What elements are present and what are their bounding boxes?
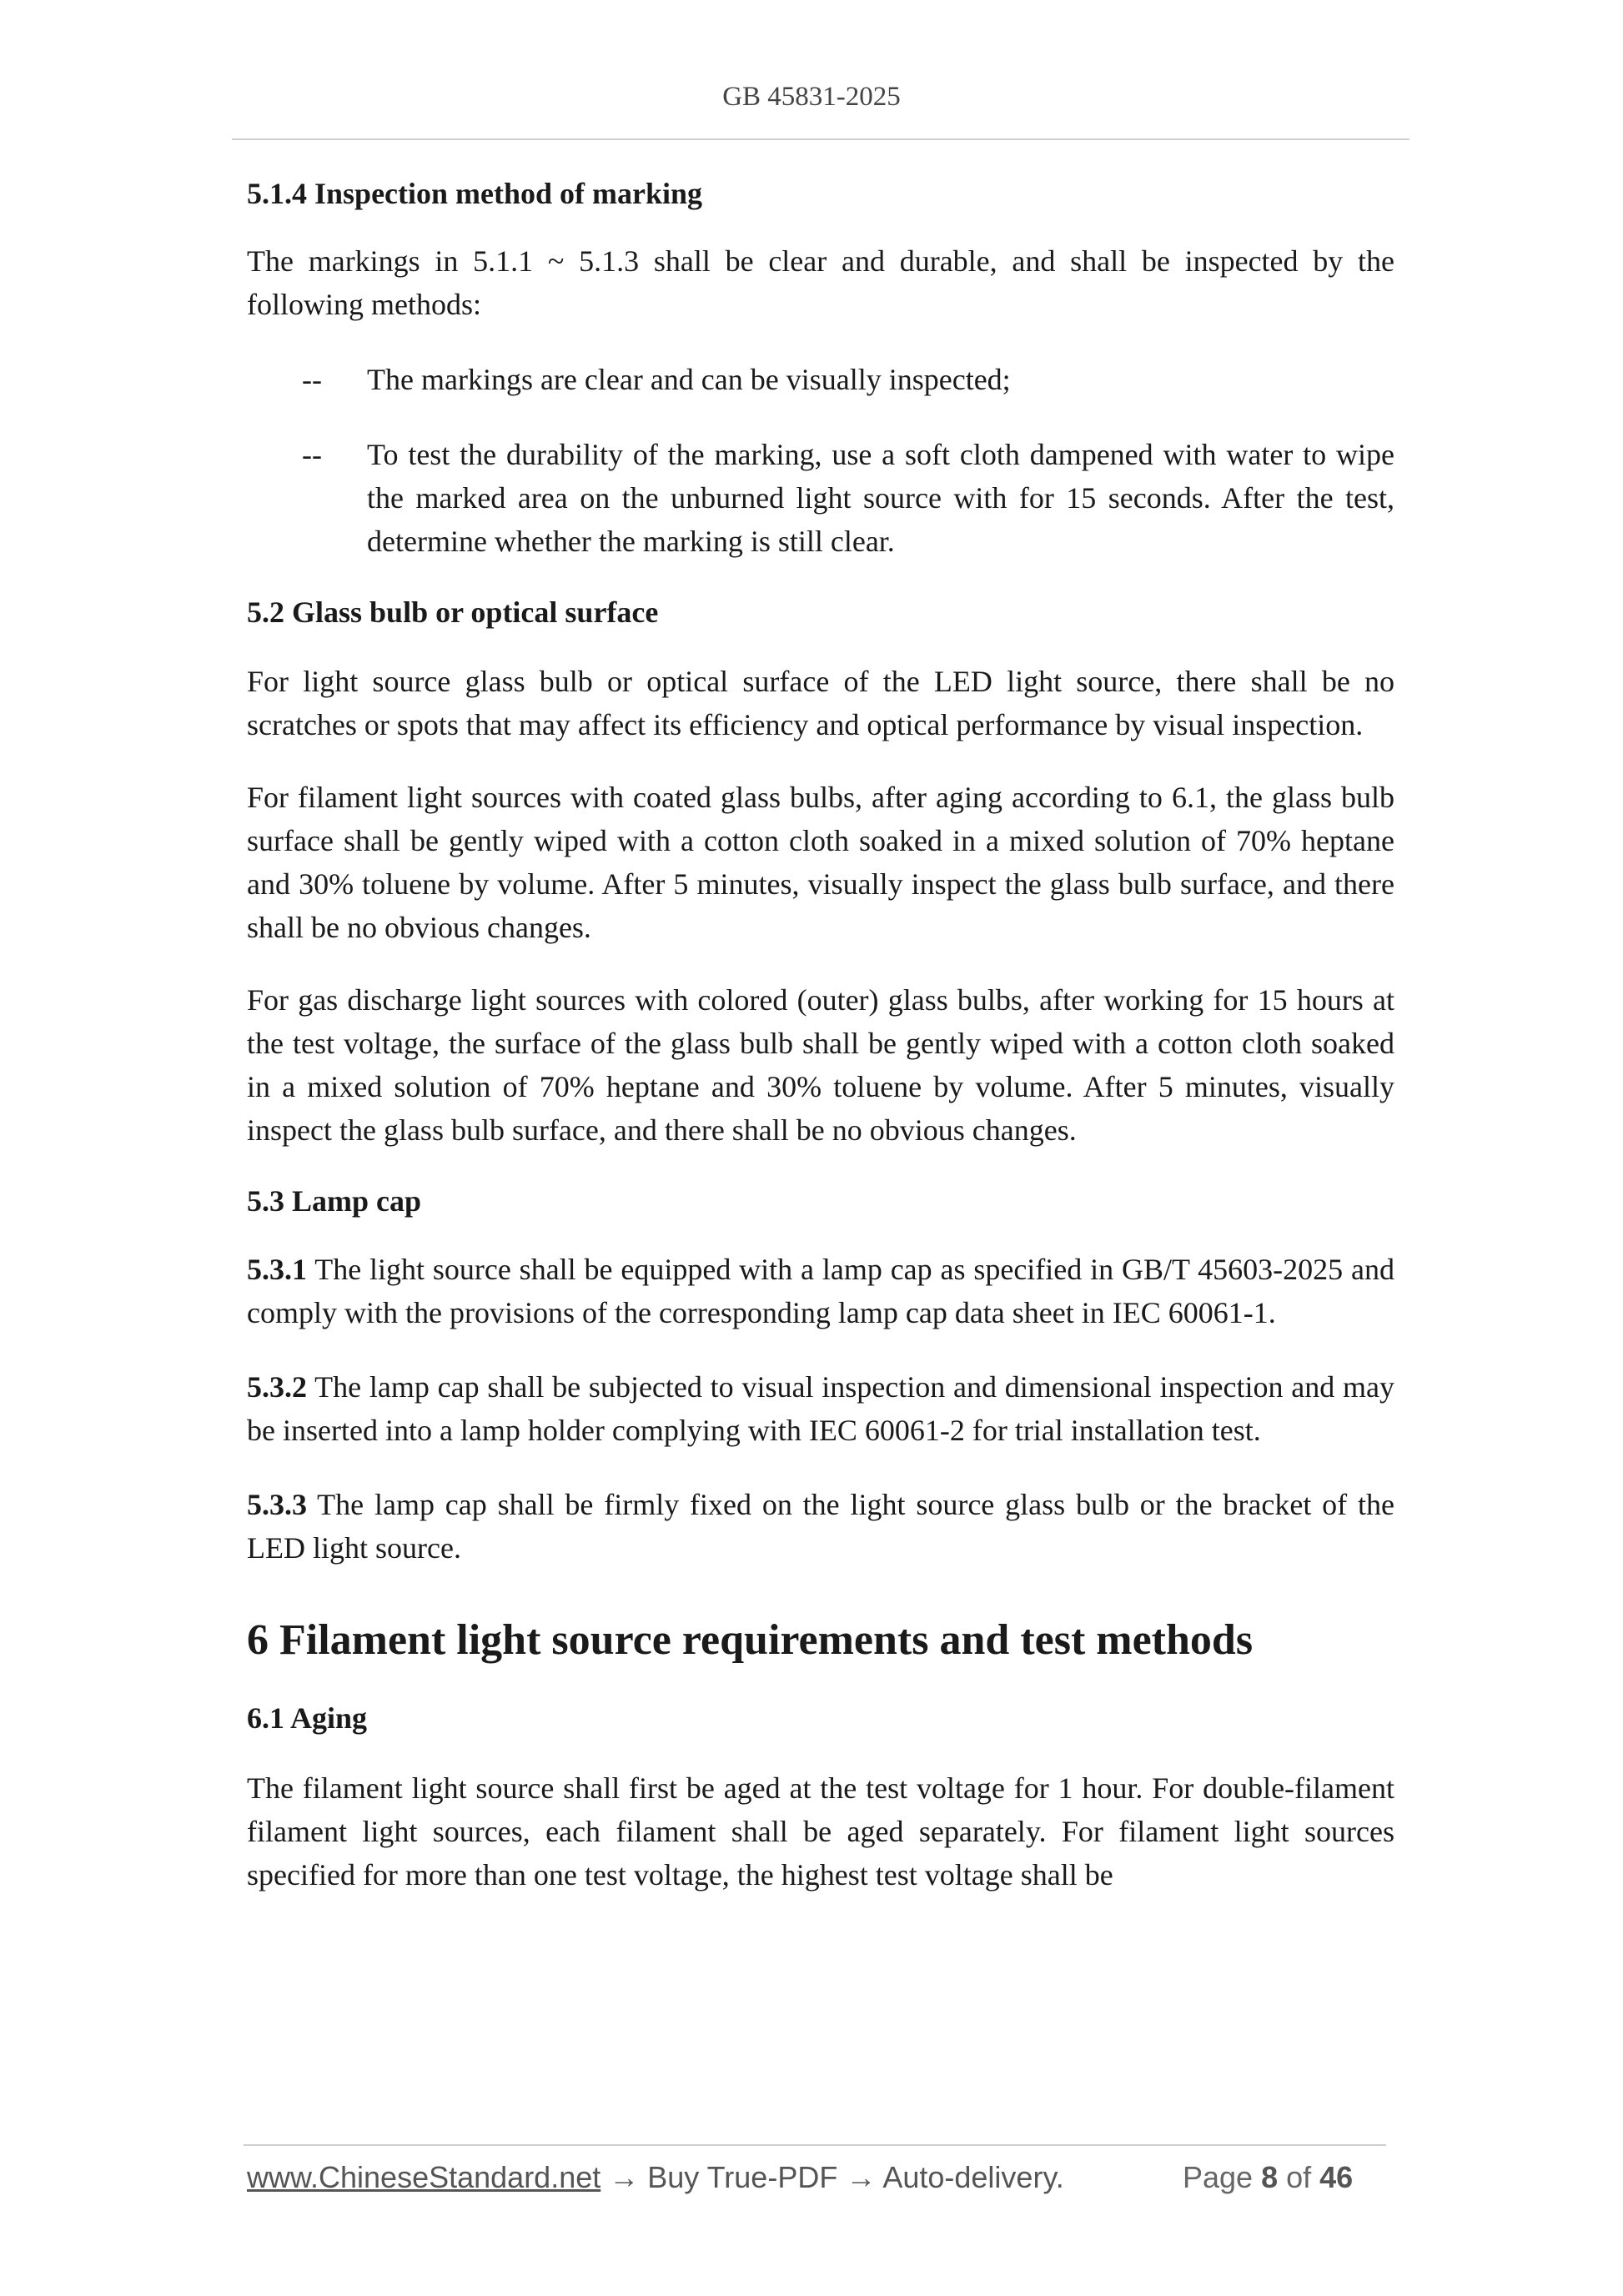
- paragraph-6-1: The filament light source shall first be aged at the test voltage for 1 hour. For double-filament filament light sources, each filament shall be aged separately. For filament light sources specified for more than one test voltage, the highest test voltage shall be: [247, 1771, 1394, 1892]
- footer-delivery-text: → Auto-delivery.: [846, 2160, 1064, 2194]
- document-body: [247, 175, 1394, 1897]
- of-label: of: [1278, 2160, 1320, 2194]
- footer-promo: [247, 2160, 1064, 2195]
- paragraph-5-1-4-intro: The markings in 5.1.1 ~ 5.1.3 shall be clear and durable, and shall be inspected by the following methods:: [247, 244, 1394, 321]
- heading-5-2: 5.2 Glass bulb or optical surface: [247, 595, 659, 629]
- paragraph-5-2-1: For light source glass bulb or optical surface of the LED light source, there shall be no scratches or spots that may affect its efficiency and optical performance by visual inspection.: [247, 665, 1394, 741]
- clause-number: 5.3.2: [247, 1370, 307, 1404]
- clause-5-3-1: [247, 1248, 1394, 1334]
- list-item-text: To test the durability of the marking, use a soft cloth dampened with water to wipe the marked area on the unburned light source with for 15 seconds. After the test, determine whether the marking is still clear.: [367, 438, 1394, 558]
- clause-number: 5.3.3: [247, 1488, 307, 1521]
- heading-5-3: 5.3 Lamp cap: [247, 1184, 422, 1218]
- list-dash: --: [302, 363, 322, 396]
- clause-text: The lamp cap shall be firmly fixed on the light source glass bulb or the bracket of the LED light source.: [247, 1488, 1394, 1565]
- website-link[interactable]: www.ChineseStandard.net: [247, 2160, 601, 2194]
- heading-6-1: 6.1 Aging: [247, 1701, 368, 1735]
- paragraph-5-2-2: For filament light sources with coated glass bulbs, after aging according to 6.1, the glass bulb surface shall be gently wiped with a cotton cloth soaked in a mixed solution of 70% heptane and 30% toluene by volume. After 5 minutes, visually inspect the glass bulb surface, and there shall be no obvious changes.: [247, 781, 1394, 944]
- clause-5-3-2: [247, 1365, 1394, 1452]
- heading-5-1-4: 5.1.4 Inspection method of marking: [247, 177, 703, 210]
- clause-number: 5.3.1: [247, 1253, 307, 1286]
- header-divider: [232, 138, 1409, 140]
- clause-text: The lamp cap shall be subjected to visual inspection and dimensional inspection and may be inserted into a lamp holder complying with IEC 60061-2 for trial installation test.: [247, 1370, 1394, 1447]
- footer-buy-text: → Buy True-PDF: [600, 2160, 847, 2194]
- list-item: [247, 433, 1394, 563]
- total-pages-number: 46: [1319, 2160, 1354, 2194]
- clause-5-3-3: [247, 1483, 1394, 1570]
- page-header-title: GB 45831-2025: [722, 82, 901, 112]
- list-item-text: The markings are clear and can be visually inspected;: [367, 363, 1011, 396]
- page-indicator: [1183, 2160, 1353, 2195]
- paragraph-5-2-3: For gas discharge light sources with colored (outer) glass bulbs, after working for 15 hours at the test voltage, the surface of the glass bulb shall be gently wiped with a cotton cloth soaked in a mixed solution of 70% heptane and 30% toluene by volume. After 5 minutes, visually inspect the glass bulb surface, and there shall be no obvious changes.: [247, 983, 1394, 1147]
- heading-6: 6 Filament light source requirements and test methods: [247, 1616, 1254, 1664]
- list-item: [247, 358, 1394, 401]
- page-label: Page: [1183, 2160, 1262, 2194]
- clause-text: The light source shall be equipped with a lamp cap as specified in GB/T 45603-2025 and comply with the provisions of the corresponding lamp cap data sheet in IEC 60061-1.: [247, 1253, 1394, 1329]
- list-dash: --: [302, 438, 322, 471]
- footer-divider: [244, 2144, 1386, 2146]
- current-page-number: 8: [1261, 2160, 1279, 2194]
